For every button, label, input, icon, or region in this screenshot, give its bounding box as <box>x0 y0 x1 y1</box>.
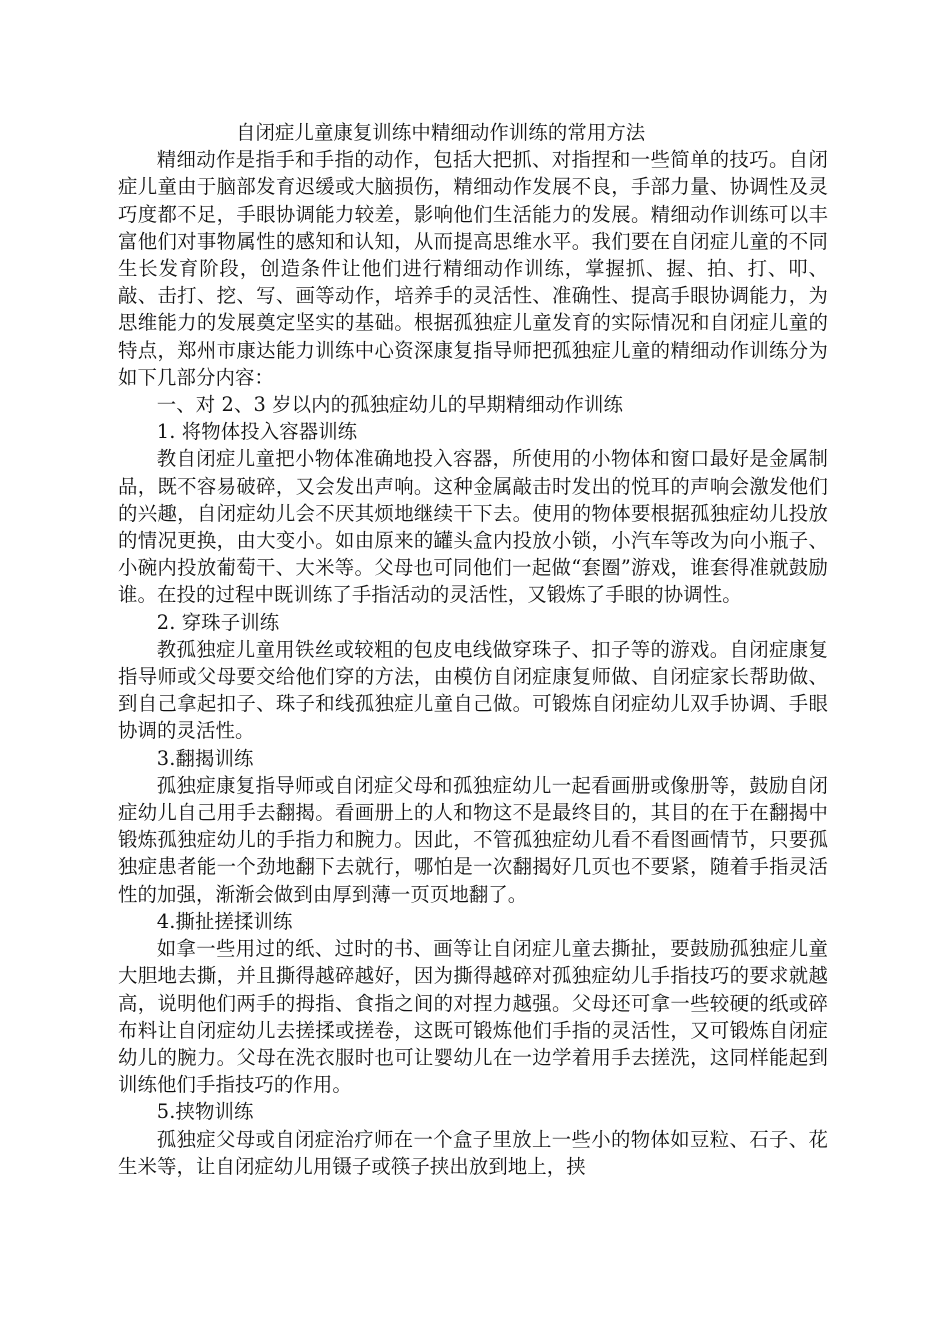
item-body-2: 教孤独症儿童用铁丝或较粗的包皮电线做穿珠子、扣子等的游戏。自闭症康复指导师或父母要交给他们穿的方法，由模仿自闭症康复师做、自闭症家长帮助做、到自己拿起扣子、珠子和线孤独症儿童自己做。可锻炼自闭症幼儿双手协调、手眼协调的灵活性。 <box>118 637 828 743</box>
document-title: 自闭症儿童康复训练中精细动作训练的常用方法 <box>236 121 646 144</box>
item-heading-1: 1. 将物体投入容器训练 <box>156 420 358 444</box>
section-heading-1: 一、对 2、3 岁以内的孤独症幼儿的早期精细动作训练 <box>156 393 623 417</box>
item-heading-5: 5.挟物训练 <box>156 1100 254 1124</box>
item-body-1: 教自闭症儿童把小物体准确地投入容器，所使用的小物体和窗口最好是金属制品，既不容易破碎，又会发出声响。这种金属敲击时发出的悦耳的声响会激发他们的兴趣，自闭症幼儿会不厌其烦地继续干下去。使用的物体要根据孤独症幼儿投放的情况更换，由大变小。如由原来的罐头盒内投放小锁，小汽车等改为向小瓶子、小碗内投放葡萄干、大米等。父母也可同他们一起做“套圈”游戏，谁套得准就鼓励谁。在投的过程中既训练了手指活动的灵活性，又锻炼了手眼的协调性。 <box>118 447 828 607</box>
item-heading-2: 2. 穿珠子训练 <box>156 610 280 634</box>
item-body-5: 孤独症父母或自闭症治疗师在一个盒子里放上一些小的物体如豆粒、石子、花生米等，让自闭症幼儿用镊子或筷子挟出放到地上，挟 <box>118 1127 828 1178</box>
intro-paragraph: 精细动作是指手和手指的动作，包括大把抓、对指捏和一些简单的技巧。自闭症儿童由于脑部发育迟缓或大脑损伤，精细动作发展不良，手部力量、协调性及灵巧度都不足，手眼协调能力较差，影响他们生活能力的发展。精细动作训练可以丰富他们对事物属性的感知和认知，从而提高思维水平。我们要在自闭症儿童的不同生长发育阶段，创造条件让他们进行精细动作训练，掌握抓、握、拍、打、叩、敲、击打、挖、写、画等动作，培养手的灵活性、准确性、提高手眼协调能力，为思维能力的发展奠定坚实的基础。根据孤独症儿童发育的实际情况和自闭症儿童的特点，郑州市康达能力训练中心资深康复指导师把孤独症儿童的精细动作训练分为如下几部分内容： <box>118 148 828 389</box>
item-heading-3: 3.翻揭训练 <box>156 746 254 770</box>
item-body-3: 孤独症康复指导师或自闭症父母和孤独症幼儿一起看画册或像册等，鼓励自闭症幼儿自己用手去翻揭。看画册上的人和物这不是最终目的，其目的在于在翻揭中锻炼孤独症幼儿的手指力和腕力。因此，不管孤独症幼儿看不看图画情节，只要孤独症患者能一个劲地翻下去就行，哪怕是一次翻揭好几页也不要紧，随着手指灵活性的加强，渐渐会做到由厚到薄一页页地翻了。 <box>118 773 828 906</box>
document-page <box>118 119 828 1180</box>
item-heading-4: 4.撕扯搓揉训练 <box>156 909 293 933</box>
item-body-4: 如拿一些用过的纸、过时的书、画等让自闭症儿童去撕扯，要鼓励孤独症儿童大胆地去撕，并且撕得越碎越好，因为撕得越碎对孤独症幼儿手指技巧的要求就越高，说明他们两手的拇指、食指之间的对捏力越强。父母还可拿一些较硬的纸或碎布料让自闭症幼儿去搓揉或搓卷，这既可锻炼他们手指的灵活性，又可锻炼自闭症幼儿的腕力。父母在洗衣服时也可让婴幼儿在一边学着用手去搓洗，这同样能起到训练他们手指技巧的作用。 <box>118 937 828 1097</box>
